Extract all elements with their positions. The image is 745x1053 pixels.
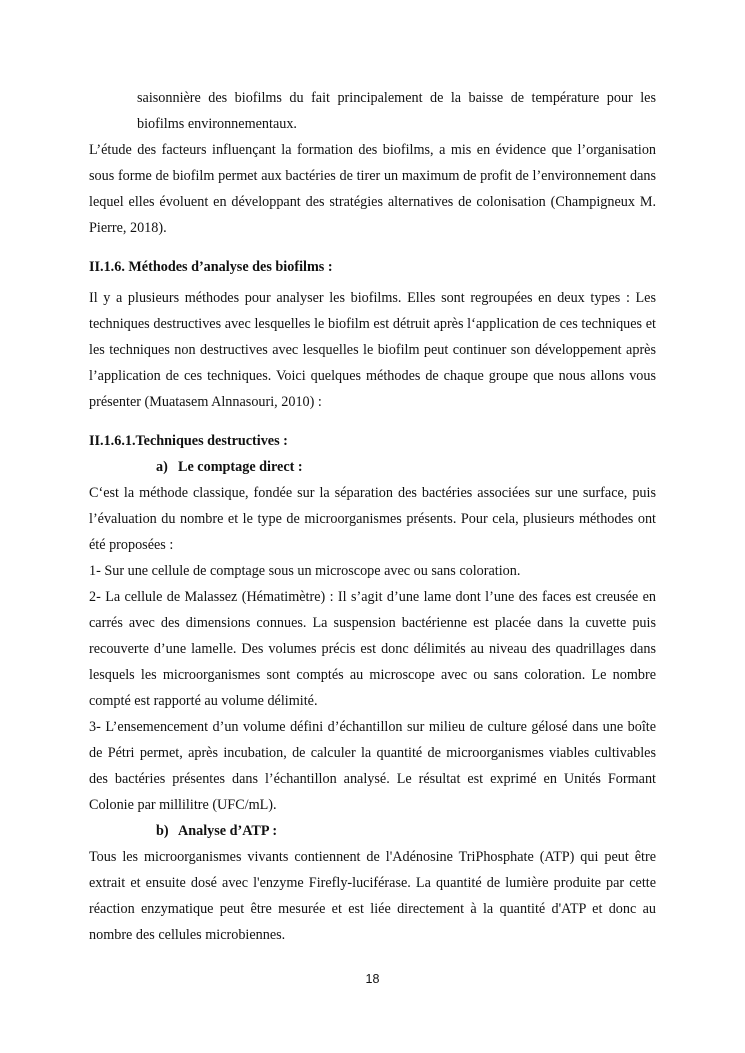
paragraph-atp: Tous les microorganismes vivants contiennent de l'Adénosine TriPhosphate (ATP) qui peut être extrait et ensuite dosé avec l'enzyme Firefly-luciférase. La quantité de lumière produite par cette réaction enzymatique peut être mesurée et est liée directement à la quantité d'ATP et donc au nombre des cellules microbiennes. [89,849,656,943]
heading-destructive: II.1.6.1.Techniques destructives : [89,433,288,449]
subheading-title: Le comptage direct : [178,459,303,475]
list-item-2: 2- La cellule de Malassez (Hématimètre) : Il s’agit d’une lame dont l’une des faces est creusée en carrés avec des dimensions connues. La suspension bactérienne est placée dans la cuvette puis recouverte d’une lamelle. Des volumes précis est donc délimités au niveau des quadrillages dans lesquels les microorganismes sont comptés au microscope avec ou sans coloration. Le nombre compté est rapporté au volume délimité. [89,589,656,709]
list-item-3: 3- L’ensemencement d’un volume défini d’échantillon sur milieu de culture gélosé dans une boîte de Pétri permet, après incubation, de calculer la quantité de microorganismes viables cultivables des bactéries présentes dans l’échantillon analysé. Le résultat est exprimé en Unités Formant Colonie par millilitre (UFC/mL). [89,719,656,813]
subheading-atp [89,818,656,844]
list-item-1: 1- Sur une cellule de comptage sous un microscope avec ou sans coloration. [89,563,521,579]
subheading-title: Analyse d’ATP : [178,823,278,839]
subheading-label: a) [156,459,168,475]
paragraph-continuation: saisonnière des biofilms du fait principalement de la baisse de température pour les biofilms environnementaux. [137,90,656,132]
paragraph-intro: L’étude des facteurs influençant la formation des biofilms, a mis en évidence que l’organisation sous forme de biofilm permet aux bactéries de tirer un maximum de profit de l’environnement dans lequel elles évoluent en développant des stratégies alternatives de colonisation (Champigneux M. Pierre, 2018). [89,142,656,236]
subheading-label: b) [156,823,169,839]
paragraph-methods: Il y a plusieurs méthodes pour analyser les biofilms. Elles sont regroupées en deux types : Les techniques destructives avec lesquelles le biofilm est détruit après l‘application de ces techniques et les techniques non destructives avec lesquelles le biofilm peut continuer son développement après l’application de ces techniques. Voici quelques méthodes de chaque groupe que nous allons vous présenter (Muatasem Alnnasouri, 2010) : [89,290,656,410]
document-body [89,85,656,948]
page-number: 18 [365,972,380,986]
subheading-direct-count [89,454,656,480]
paragraph-direct-count: C‘est la méthode classique, fondée sur la séparation des bactéries associées sur une surface, puis l’évaluation du nombre et le type de microorganismes présents. Pour cela, plusieurs méthodes ont été proposées : [89,485,656,553]
heading-methods: II.1.6. Méthodes d’analyse des biofilms : [89,259,333,275]
